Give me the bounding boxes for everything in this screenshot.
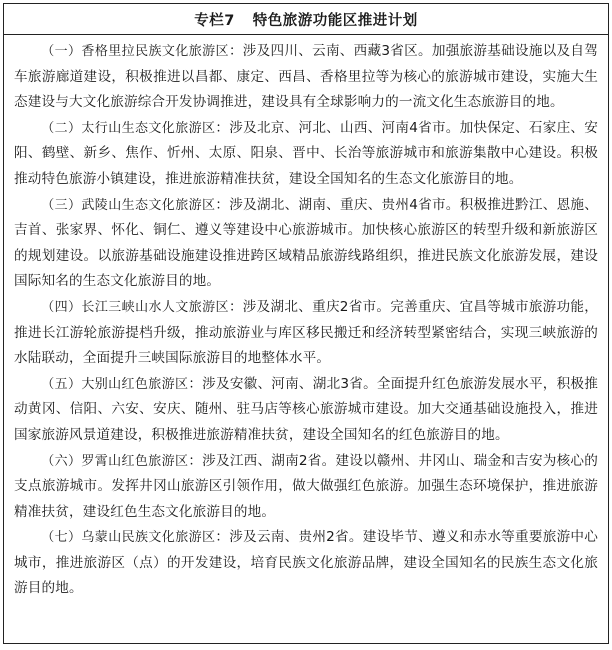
box-title: 特色旅游功能区推进计划 bbox=[252, 12, 418, 29]
zone-body: ：涉及云南、贵州2省。建设毕节、遵义和赤水等重要旅游中心城市，推进旅游区（点）的开发建设，培育民族文化旅游品牌，建设全国知名的民族生态文化旅游目的地。 bbox=[14, 529, 598, 597]
zone-body: ：涉及北京、河北、山西、河南4省市。加快保定、石家庄、安阳、鹤壁、新乡、焦作、忻州、太原、阳泉、晋中、长治等旅游城市和旅游集散中心建设。积极推动特色旅游小镇建设，推进旅游精准扶贫，建设全国知名的生态文化旅游目的地。 bbox=[14, 119, 598, 187]
zone-paragraph bbox=[14, 193, 598, 295]
zone-body: ：涉及四川、云南、西藏3省区。加强旅游基础设施以及自驾车旅游廊道建设，积极推进以昌都、康定、西昌、香格里拉等为核心的旅游城市建设，实施大生态建设与大文化旅游综合开发协调推进，建设具有全球影响力的一流文化生态旅游目的地。 bbox=[14, 43, 598, 111]
zone-heading: （六）罗霄山红色旅游区 bbox=[41, 453, 189, 469]
zone-paragraph bbox=[14, 449, 598, 526]
zone-body: ：涉及湖北、湖南、重庆、贵州4省市。积极推进黔江、恩施、吉首、张家界、怀化、铜仁、遵义等建设中心旅游城市。加快核心旅游区的转型升级和新旅游区的规划建设。以旅游基础设施建设推进跨区域精品旅游线路组织，推进民族文化旅游发展，建设国际知名的生态文化旅游目的地。 bbox=[14, 196, 598, 290]
zone-heading: （二）太行山生态文化旅游区 bbox=[41, 120, 216, 136]
zone-heading: （三）武陵山生态文化旅游区 bbox=[41, 197, 216, 213]
zone-heading: （一）香格里拉民族文化旅游区 bbox=[41, 44, 229, 59]
zone-paragraph bbox=[14, 295, 598, 372]
zone-body: ：涉及江西、湖南2省。建设以赣州、井冈山、瑞金和吉安为核心的支点旅游城市。发挥井冈山旅游区引领作用，做大做强红色旅游。加强生态环境保护，推进旅游精准扶贫，建设红色生态文化旅游目的地。 bbox=[14, 452, 598, 520]
zone-paragraph bbox=[14, 525, 598, 602]
zone-body: ：涉及湖北、重庆2省市。完善重庆、宜昌等城市旅游功能，推进长江游轮旅游提档升级，推动旅游业与库区移民搬迁和经济转型紧密结合，实现三峡旅游的水陆联动，全面提升三峡国际旅游目的地整体水平。 bbox=[14, 298, 598, 367]
zone-heading: （四）长江三峡山水人文旅游区 bbox=[41, 299, 229, 315]
zone-paragraph bbox=[14, 39, 598, 116]
zone-heading: （七）乌蒙山民族文化旅游区 bbox=[41, 530, 216, 546]
zone-paragraph bbox=[14, 372, 598, 449]
box-title-bar bbox=[4, 4, 608, 35]
box-label: 专栏7 bbox=[194, 12, 235, 29]
zone-heading: （五）大别山红色旅游区 bbox=[41, 376, 189, 392]
feature-box bbox=[3, 3, 609, 644]
zone-body: ：涉及安徽、河南、湖北3省。全面提升红色旅游发展水平，积极推动黄冈、信阳、六安、安庆、随州、驻马店等核心旅游城市建设。加大交通基础设施投入，推进国家旅游风景道建设，积极推进旅游精准扶贫，建设全国知名的红色旅游目的地。 bbox=[14, 375, 598, 443]
zone-paragraph bbox=[14, 116, 598, 193]
box-content bbox=[4, 35, 608, 602]
